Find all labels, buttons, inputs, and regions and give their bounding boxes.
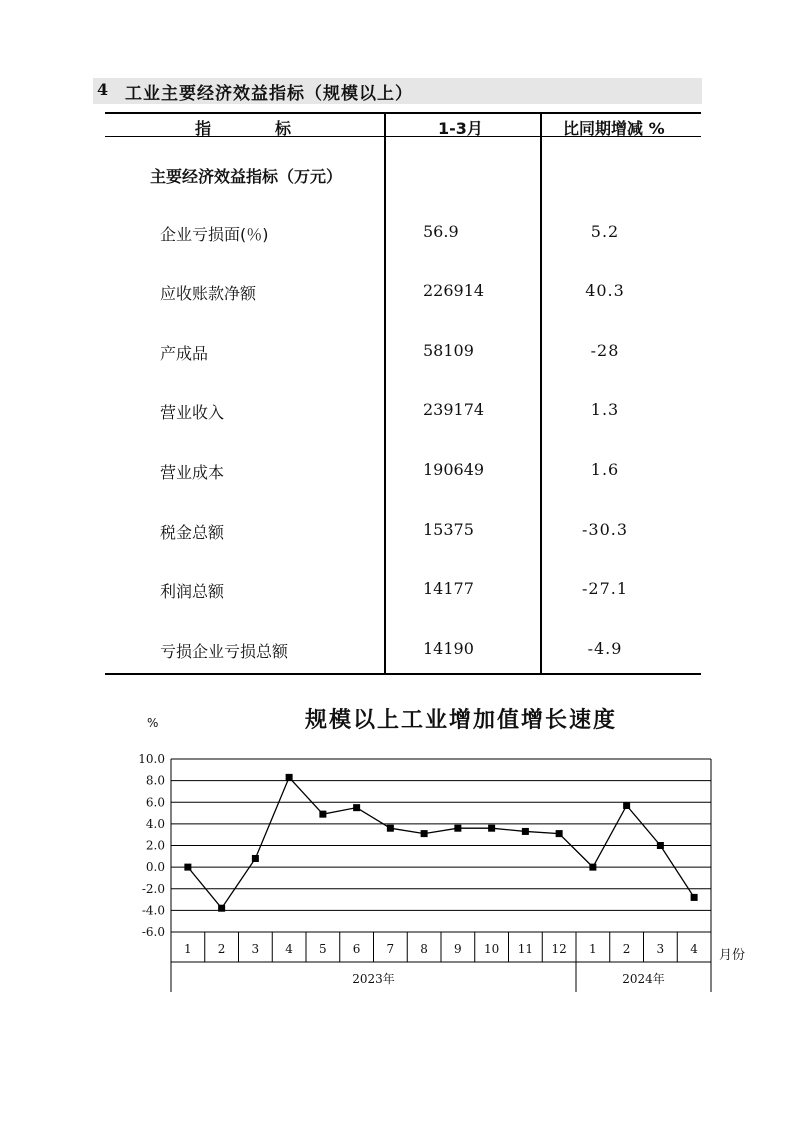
x-group-label: 2024年 — [622, 972, 665, 986]
row-name: 产成品 — [160, 344, 209, 363]
y-tick-label: 0.0 — [145, 860, 165, 875]
x-tick-label: 1 — [589, 942, 597, 956]
x-tick-label: 3 — [251, 942, 260, 956]
row-change: -30.3 — [581, 520, 629, 539]
group-label: 主要经济效益指标（万元） — [150, 167, 343, 186]
data-point — [556, 830, 563, 837]
x-tick-label: 6 — [352, 942, 361, 956]
row-name: 营业收入 — [160, 403, 225, 422]
row-value: 14190 — [423, 639, 474, 658]
data-point — [218, 905, 225, 912]
x-tick-label: 8 — [420, 942, 428, 956]
row-name: 亏损企业亏损总额 — [160, 642, 289, 661]
x-tick-label: 2 — [622, 942, 631, 956]
data-point — [623, 802, 630, 809]
row-value: 56.9 — [423, 222, 459, 241]
x-tick-label: 12 — [551, 942, 567, 956]
x-tick-label: 2 — [217, 942, 226, 956]
x-tick-label: 4 — [690, 942, 698, 956]
section-number: 4 — [97, 80, 109, 99]
x-tick-label: 1 — [184, 942, 192, 956]
row-name: 利润总额 — [160, 582, 225, 601]
row-change: 40.3 — [585, 281, 625, 300]
y-tick-label: 4.0 — [145, 816, 165, 831]
y-tick-label: -2.0 — [141, 881, 165, 896]
data-point — [454, 825, 461, 832]
data-point — [286, 774, 293, 781]
data-point — [252, 855, 259, 862]
y-tick-label: -4.0 — [141, 903, 165, 918]
row-value: 226914 — [423, 281, 485, 300]
row-name: 税金总额 — [160, 523, 225, 542]
data-point — [184, 864, 191, 871]
data-point — [319, 811, 326, 818]
row-value: 58109 — [423, 341, 474, 360]
y-axis-unit: % — [147, 716, 159, 730]
row-change: 1.6 — [590, 460, 620, 479]
y-tick-label: 10.0 — [138, 752, 165, 766]
x-axis-label: 月份 — [719, 948, 746, 963]
x-tick-label: 7 — [386, 942, 395, 956]
row-change: -28 — [590, 341, 620, 360]
data-point — [353, 804, 360, 811]
x-tick-label: 11 — [517, 942, 534, 956]
y-tick-label: 6.0 — [145, 795, 165, 810]
section-title: 工业主要经济效益指标（规模以上） — [125, 84, 413, 104]
x-tick-label: 9 — [454, 942, 462, 956]
row-name: 企业亏损面(％) — [160, 225, 269, 244]
row-name: 营业成本 — [160, 463, 225, 482]
row-change: 1.3 — [590, 400, 620, 419]
header-indicator: 指 标 — [195, 119, 292, 138]
data-point — [589, 864, 596, 871]
y-tick-label: 8.0 — [145, 773, 165, 788]
chart-title: 规模以上工业增加值增长速度 — [305, 708, 618, 733]
data-point — [691, 894, 698, 901]
x-tick-label: 5 — [319, 942, 327, 956]
x-group-label: 2023年 — [352, 972, 395, 986]
data-point — [488, 825, 495, 832]
data-point — [522, 828, 529, 835]
row-change: -4.9 — [587, 639, 623, 658]
y-tick-label: -6.0 — [141, 925, 165, 939]
y-tick-label: 2.0 — [145, 838, 165, 853]
row-value: 239174 — [423, 400, 485, 419]
x-tick-label: 3 — [656, 942, 665, 956]
data-point — [657, 842, 664, 849]
row-change: 5.2 — [590, 222, 620, 241]
data-point — [387, 825, 394, 832]
header-change: 比同期增减 % — [563, 119, 665, 138]
row-name: 应收账款净额 — [160, 284, 257, 303]
row-value: 190649 — [423, 460, 485, 479]
x-tick-label: 4 — [285, 942, 293, 956]
x-tick-label: 10 — [483, 942, 500, 956]
row-change: -27.1 — [581, 579, 629, 598]
data-point — [421, 830, 428, 837]
row-value: 14177 — [423, 579, 474, 598]
row-value: 15375 — [423, 520, 474, 539]
header-period: 1-3月 — [438, 119, 483, 138]
